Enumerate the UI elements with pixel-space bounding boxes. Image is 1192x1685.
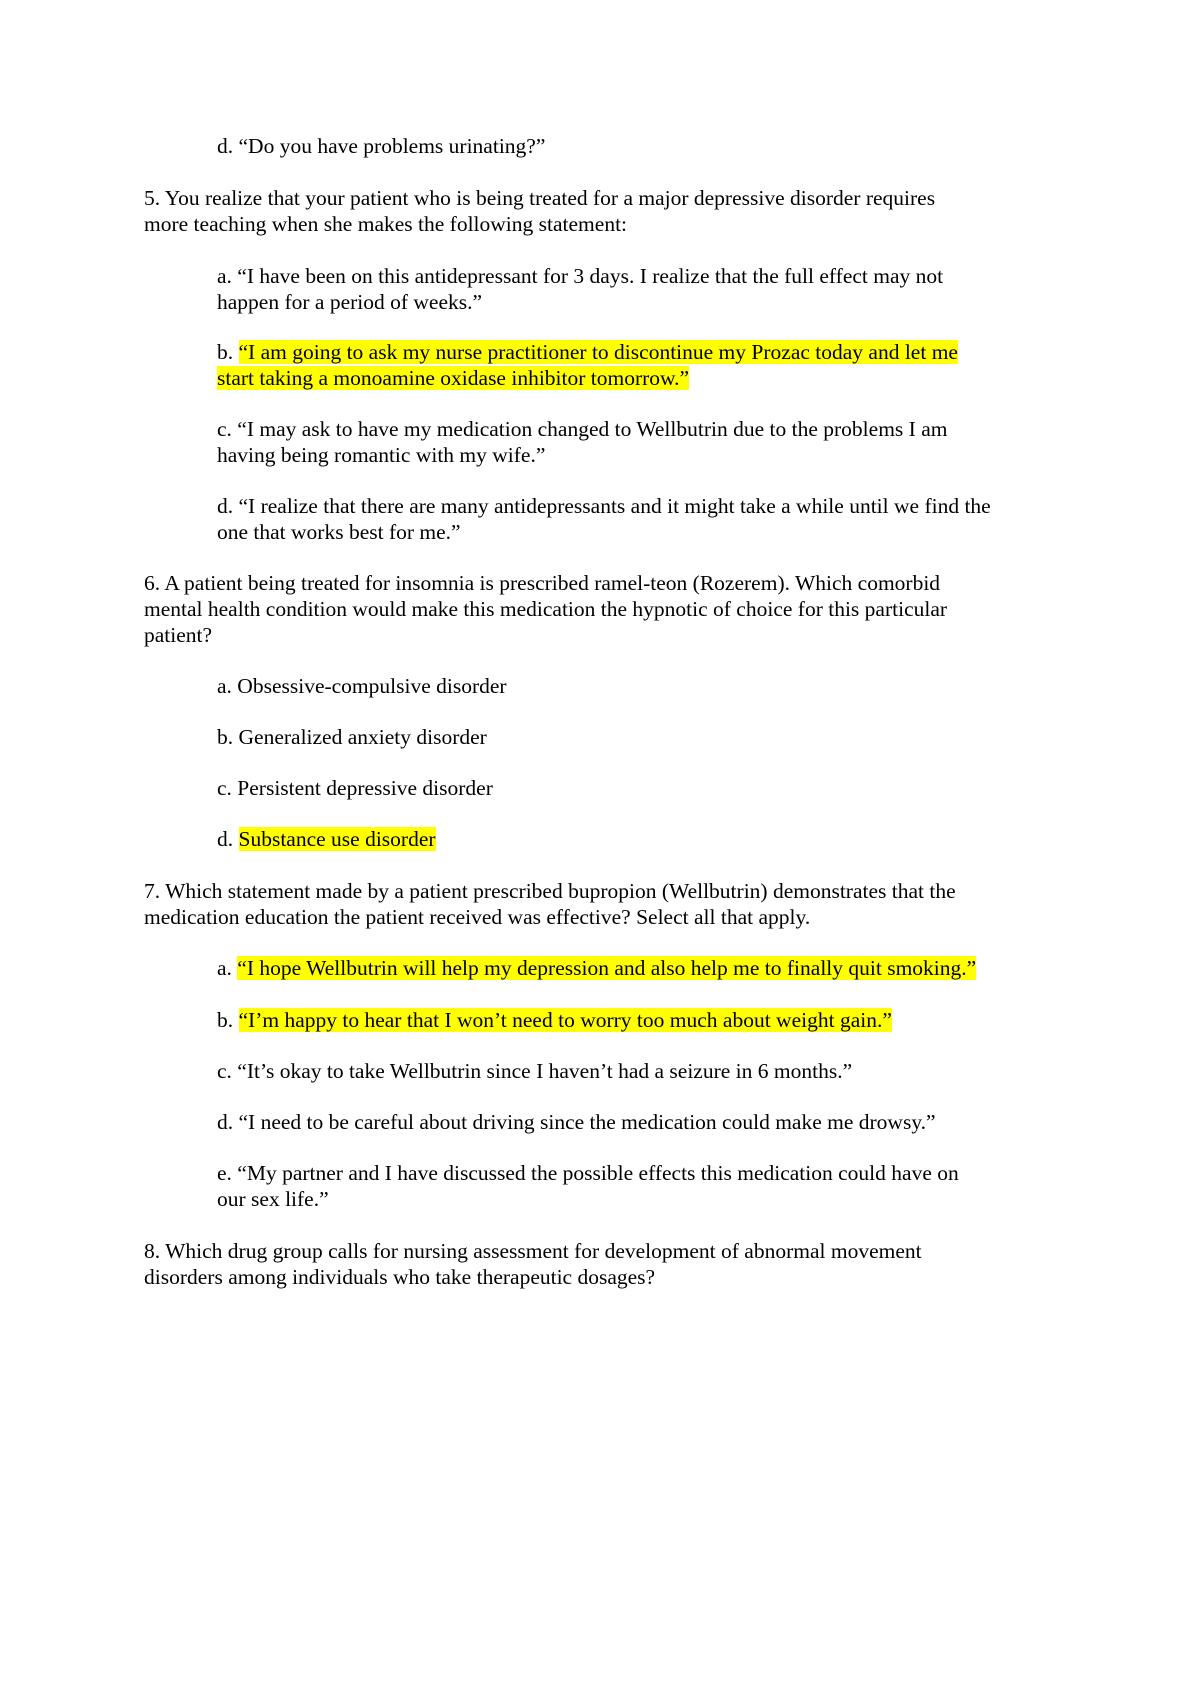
q6-option-a	[217, 673, 1097, 699]
option-text-line2: one that works best for me.”	[217, 520, 461, 544]
option-letter: b.	[217, 340, 234, 364]
q5-stem-line2: more teaching when she makes the following statement:	[144, 212, 628, 236]
q5-stem-line1: 5. You realize that your patient who is being treated for a major depressive disorder requires	[144, 186, 936, 210]
option-text-highlighted: “I’m happy to hear that I won’t need to worry too much about weight gain.”	[238, 1008, 892, 1032]
q8-stem-line1: 8. Which drug group calls for nursing assessment for development of abnormal movement	[144, 1239, 922, 1263]
option-letter: b.	[217, 725, 234, 749]
option-text-line2: having being romantic with my wife.”	[217, 443, 546, 467]
q6-stem-line1: 6. A patient being treated for insomnia is prescribed ramel-teon (Rozerem). Which comorbid	[144, 571, 941, 595]
option-letter: c.	[217, 417, 232, 441]
option-letter: b.	[217, 1008, 234, 1032]
q6-stem-line2: mental health condition would make this medication the hypnotic of choice for this particular	[144, 597, 948, 621]
q7-option-c	[217, 1058, 1097, 1084]
option-letter: c.	[217, 1059, 232, 1083]
option-letter: d.	[217, 1110, 234, 1134]
q4-option-d	[217, 133, 1097, 159]
q7-option-d	[217, 1109, 1097, 1135]
option-text: “It’s okay to take Wellbutrin since I haven’t had a seizure in 6 months.”	[237, 1059, 853, 1083]
option-text-highlighted: “I hope Wellbutrin will help my depression and also help me to finally quit smoking.”	[237, 956, 977, 980]
option-letter: d.	[217, 494, 234, 518]
q5-option-d	[217, 493, 1097, 545]
option-text: Generalized anxiety disorder	[238, 725, 487, 749]
option-text-line1: “I realize that there are many antidepressants and it might take a while until we find the	[238, 494, 991, 518]
option-letter: e.	[217, 1161, 232, 1185]
option-text-line2: our sex life.”	[217, 1187, 329, 1211]
option-letter: d.	[217, 134, 234, 158]
option-text-line1: “My partner and I have discussed the possible effects this medication could have on	[237, 1161, 959, 1185]
option-letter: a.	[217, 264, 232, 288]
option-letter: a.	[217, 674, 232, 698]
option-text: Persistent depressive disorder	[237, 776, 493, 800]
option-text-highlighted: Substance use disorder	[238, 827, 436, 851]
q7-stem-line1: 7. Which statement made by a patient prescribed bupropion (Wellbutrin) demonstrates that the	[144, 879, 956, 903]
q6-option-b	[217, 724, 1097, 750]
option-text: “Do you have problems urinating?”	[238, 134, 546, 158]
option-text-line1: “I may ask to have my medication changed to Wellbutrin due to the problems I am	[237, 417, 948, 441]
q5-stem	[144, 185, 1044, 237]
q7-option-b	[217, 1007, 1097, 1033]
option-text: “I need to be careful about driving since the medication could make me drowsy.”	[238, 1110, 936, 1134]
q5-option-c	[217, 416, 1097, 468]
option-text: Obsessive-compulsive disorder	[237, 674, 507, 698]
option-letter: a.	[217, 956, 232, 980]
option-text-line2-highlighted: start taking a monoamine oxidase inhibitor tomorrow.”	[217, 366, 690, 390]
option-letter: d.	[217, 827, 234, 851]
q6-stem-line3: patient?	[144, 623, 213, 647]
option-text-line1-highlighted: “I am going to ask my nurse practitioner to discontinue my Prozac today and let me	[238, 340, 958, 364]
q7-option-a	[217, 955, 1097, 981]
option-text-line1: “I have been on this antidepressant for 3 days. I realize that the full effect may not	[237, 264, 944, 288]
q7-stem-line2: medication education the patient received was effective? Select all that apply.	[144, 905, 811, 929]
q8-stem-line2: disorders among individuals who take therapeutic dosages?	[144, 1265, 656, 1289]
q7-option-e	[217, 1160, 1097, 1212]
option-letter: c.	[217, 776, 232, 800]
q6-stem	[144, 570, 1044, 648]
q7-stem	[144, 878, 1044, 930]
q5-option-b	[217, 339, 1097, 391]
q8-stem	[144, 1238, 1044, 1290]
q6-option-d	[217, 826, 1097, 852]
q5-option-a	[217, 263, 1097, 315]
q6-option-c	[217, 775, 1097, 801]
option-text-line2: happen for a period of weeks.”	[217, 290, 483, 314]
